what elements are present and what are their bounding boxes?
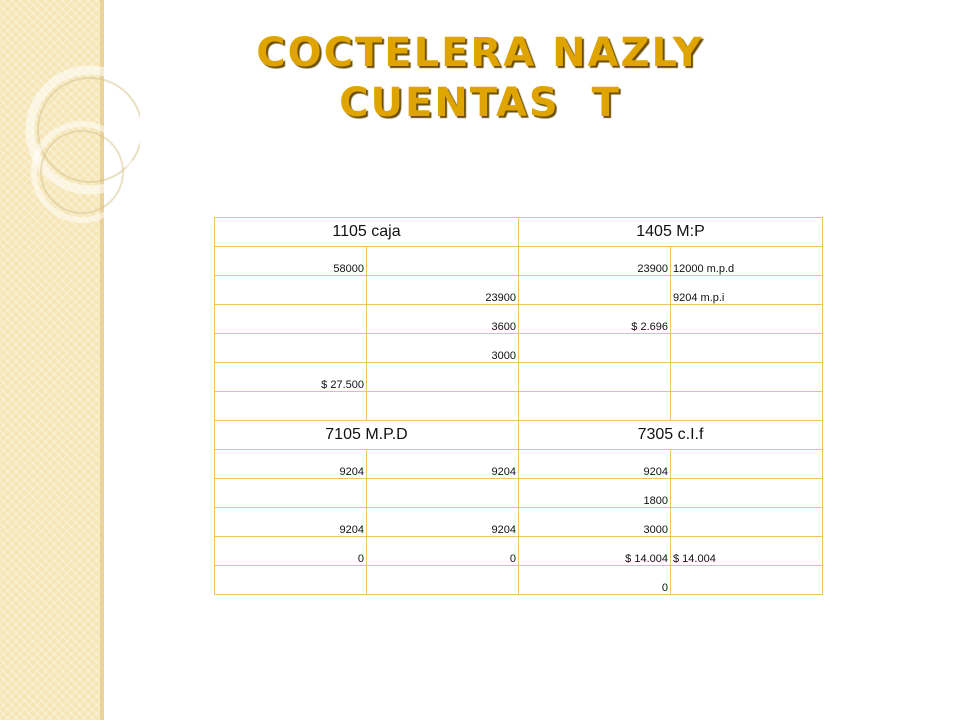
account-caja-header: 1105 caja xyxy=(215,218,519,247)
table-row xyxy=(215,334,823,363)
table-cell xyxy=(671,392,823,421)
table-cell xyxy=(671,450,823,479)
table-cell: 3000 xyxy=(519,508,671,537)
table-cell: 3000 xyxy=(367,334,519,363)
table-cell xyxy=(671,508,823,537)
table-cell: 1800 xyxy=(519,479,671,508)
account-mp-header: 1405 M:P xyxy=(519,218,823,247)
table-cell xyxy=(367,363,519,392)
table-cell xyxy=(671,363,823,392)
table-cell: 3600 xyxy=(367,305,519,334)
table-row xyxy=(215,508,823,537)
page-title xyxy=(230,28,730,128)
table-cell: 9204 m.p.i xyxy=(671,276,823,305)
table-cell: 12000 m.p.d xyxy=(671,247,823,276)
table-cell: $ 14.004 xyxy=(671,537,823,566)
table-cell xyxy=(215,479,367,508)
table-cell: $ 2.696 xyxy=(519,305,671,334)
table-cell: $ 14.004 xyxy=(519,537,671,566)
table-row xyxy=(215,247,823,276)
table-cell xyxy=(215,305,367,334)
table-row xyxy=(215,537,823,566)
table-row xyxy=(215,276,823,305)
table-cell xyxy=(215,392,367,421)
table-cell xyxy=(215,276,367,305)
table-cell: 0 xyxy=(367,537,519,566)
header-row-top xyxy=(215,218,823,247)
table-cell xyxy=(367,247,519,276)
table-cell xyxy=(519,276,671,305)
table-row xyxy=(215,392,823,421)
table-cell xyxy=(671,334,823,363)
table-cell: 9204 xyxy=(519,450,671,479)
table-cell xyxy=(367,479,519,508)
table-cell xyxy=(519,392,671,421)
table-row xyxy=(215,305,823,334)
table-row xyxy=(215,363,823,392)
table-cell xyxy=(215,334,367,363)
table-cell: 9204 xyxy=(367,450,519,479)
title-line-1: COCTELERA NAZLY xyxy=(256,30,704,76)
t-accounts-table xyxy=(214,217,823,595)
table-cell: 58000 xyxy=(215,247,367,276)
table-cell xyxy=(519,334,671,363)
table-cell: 0 xyxy=(519,566,671,595)
table-cell xyxy=(671,305,823,334)
header-row-bottom xyxy=(215,421,823,450)
table-cell: 23900 xyxy=(367,276,519,305)
account-mpd-header: 7105 M.P.D xyxy=(215,421,519,450)
table-row xyxy=(215,479,823,508)
table-cell xyxy=(215,566,367,595)
table-cell: 9204 xyxy=(367,508,519,537)
table-row xyxy=(215,450,823,479)
table-cell: $ 27.500 xyxy=(215,363,367,392)
table-cell: 9204 xyxy=(215,450,367,479)
table-cell xyxy=(519,363,671,392)
decorative-rings xyxy=(0,0,140,250)
title-line-2: CUENTAS T xyxy=(339,80,621,126)
table-cell xyxy=(367,566,519,595)
account-cif-header: 7305 c.I.f xyxy=(519,421,823,450)
table-cell xyxy=(367,392,519,421)
table-cell: 23900 xyxy=(519,247,671,276)
table-row xyxy=(215,566,823,595)
table-cell: 0 xyxy=(215,537,367,566)
table-cell xyxy=(671,566,823,595)
table-cell xyxy=(671,479,823,508)
table-cell: 9204 xyxy=(215,508,367,537)
